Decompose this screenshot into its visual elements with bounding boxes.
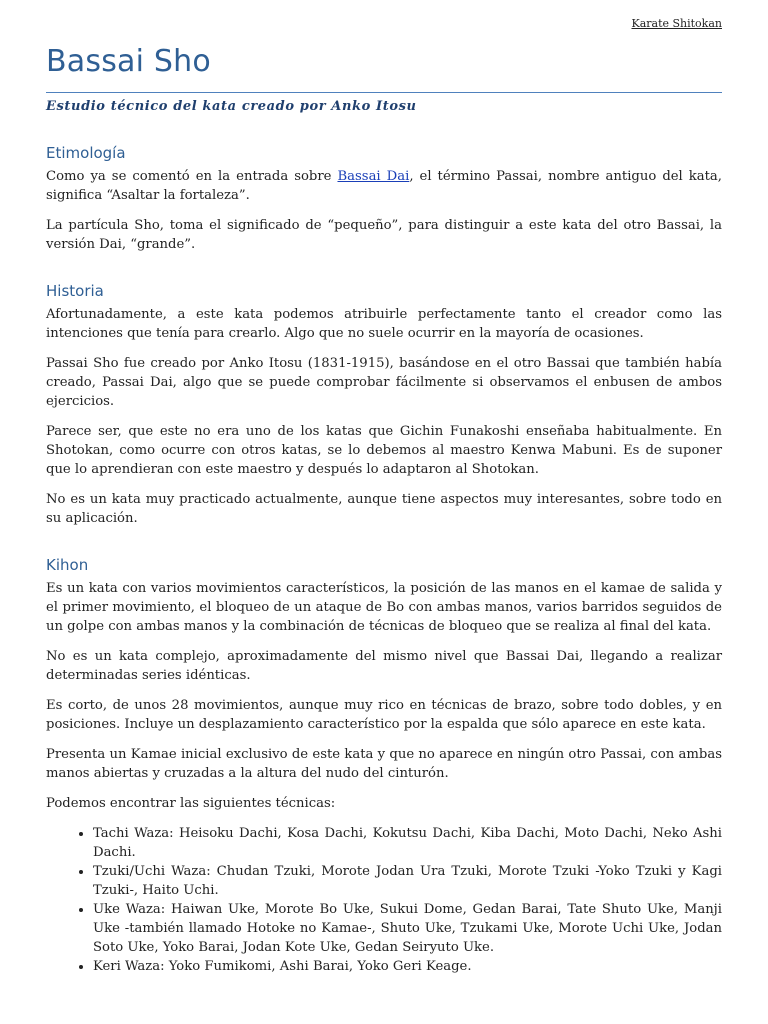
section-historia	[46, 282, 722, 528]
paragraph: Parece ser, que este no era uno de los katas que Gichin Funakoshi enseñaba habitualmente. En Shotokan, como ocurre con otros katas, se lo debemos al maestro Kenwa Mabuni. Es de suponer que lo aprendieran con este maestro y después lo adaptaron al Shotokan.	[46, 424, 722, 477]
techniques-list	[46, 824, 722, 976]
paragraph: Es un kata con varios movimientos característicos, la posición de las manos en el kamae de salida y el primer movimiento, el bloqueo de un ataque de Bo con ambas manos, varios barridos seguidos de un golpe con ambas manos y la combinación de técnicas de bloqueo que se realiza al final del kata.	[46, 581, 722, 634]
list-item: • Tachi Waza: Heisoku Dachi, Kosa Dachi, Kokutsu Dachi, Kiba Dachi, Moto Dachi, Neko Ashi Dachi.	[93, 824, 722, 862]
page-title: Bassai Sho	[46, 44, 211, 79]
paragraph-text: Como ya se comentó en la entrada sobre	[46, 169, 338, 184]
section-etimologia	[46, 144, 722, 254]
section-kihon	[46, 556, 722, 976]
paragraph: No es un kata muy practicado actualmente, aunque tiene aspectos muy interesantes, sobre todo en su aplicación.	[46, 492, 722, 526]
list-item: • Keri Waza: Yoko Fumikomi, Ashi Barai, Yoko Geri Keage.	[93, 957, 722, 976]
section-heading-etimologia: Etimología	[46, 144, 126, 162]
paragraph: Presenta un Kamae inicial exclusivo de este kata y que no aparece en ningún otro Passai, con ambas manos abiertas y cruzadas a la altura del nudo del cinturón.	[46, 747, 722, 781]
header-tag: Karate Shitokan	[631, 17, 722, 30]
paragraph: La partícula Sho, toma el significado de “pequeño”, para distinguir a este kata del otro Bassai, la versión Dai, “grande”.	[46, 218, 722, 252]
paragraph	[46, 167, 722, 205]
section-heading-kihon: Kihon	[46, 556, 89, 574]
title-divider	[46, 92, 722, 93]
paragraph-text: , el término Passai, nombre antiguo del kata, significa “Asaltar la fortaleza”.	[46, 169, 722, 203]
paragraph: No es un kata complejo, aproximadamente del mismo nivel que Bassai Dai, llegando a realizar determinadas series idénticas.	[46, 649, 722, 683]
page-subtitle: Estudio técnico del kata creado por Anko Itosu	[46, 99, 417, 114]
document-body	[46, 144, 722, 1004]
bassai-dai-link[interactable]: Bassai Dai	[337, 169, 410, 184]
section-heading-historia: Historia	[46, 282, 104, 300]
paragraph: Afortunadamente, a este kata podemos atribuirle perfectamente tanto el creador como las intenciones que tenía para crearlo. Algo que no suele ocurrir en la mayoría de ocasiones.	[46, 307, 722, 341]
paragraph: Podemos encontrar las siguientes técnicas:	[46, 796, 336, 811]
paragraph: Passai Sho fue creado por Anko Itosu (1831-1915), basándose en el otro Bassai que también había creado, Passai Dai, algo que se puede comprobar fácilmente si observamos el enbusen de ambos ejercicios.	[46, 356, 722, 409]
list-item: • Tzuki/Uchi Waza: Chudan Tzuki, Morote Jodan Ura Tzuki, Morote Tzuki -Yoko Tzuki y Kagi Tzuki-, Haito Uchi.	[93, 862, 722, 900]
list-item: • Uke Waza: Haiwan Uke, Morote Bo Uke, Sukui Dome, Gedan Barai, Tate Shuto Uke, Manji Uke -también llamado Hotoke no Kamae-, Shuto Uke, Tzukami Uke, Morote Uchi Uke, Jodan Soto Uke, Yoko Barai, Jodan Kote Uke, Gedan Seiryuto Uke.	[93, 900, 722, 957]
paragraph: Es corto, de unos 28 movimientos, aunque muy rico en técnicas de brazo, sobre todo dobles, y en posiciones. Incluye un desplazamiento característico por la espalda que sólo aparece en este kata.	[46, 698, 722, 732]
